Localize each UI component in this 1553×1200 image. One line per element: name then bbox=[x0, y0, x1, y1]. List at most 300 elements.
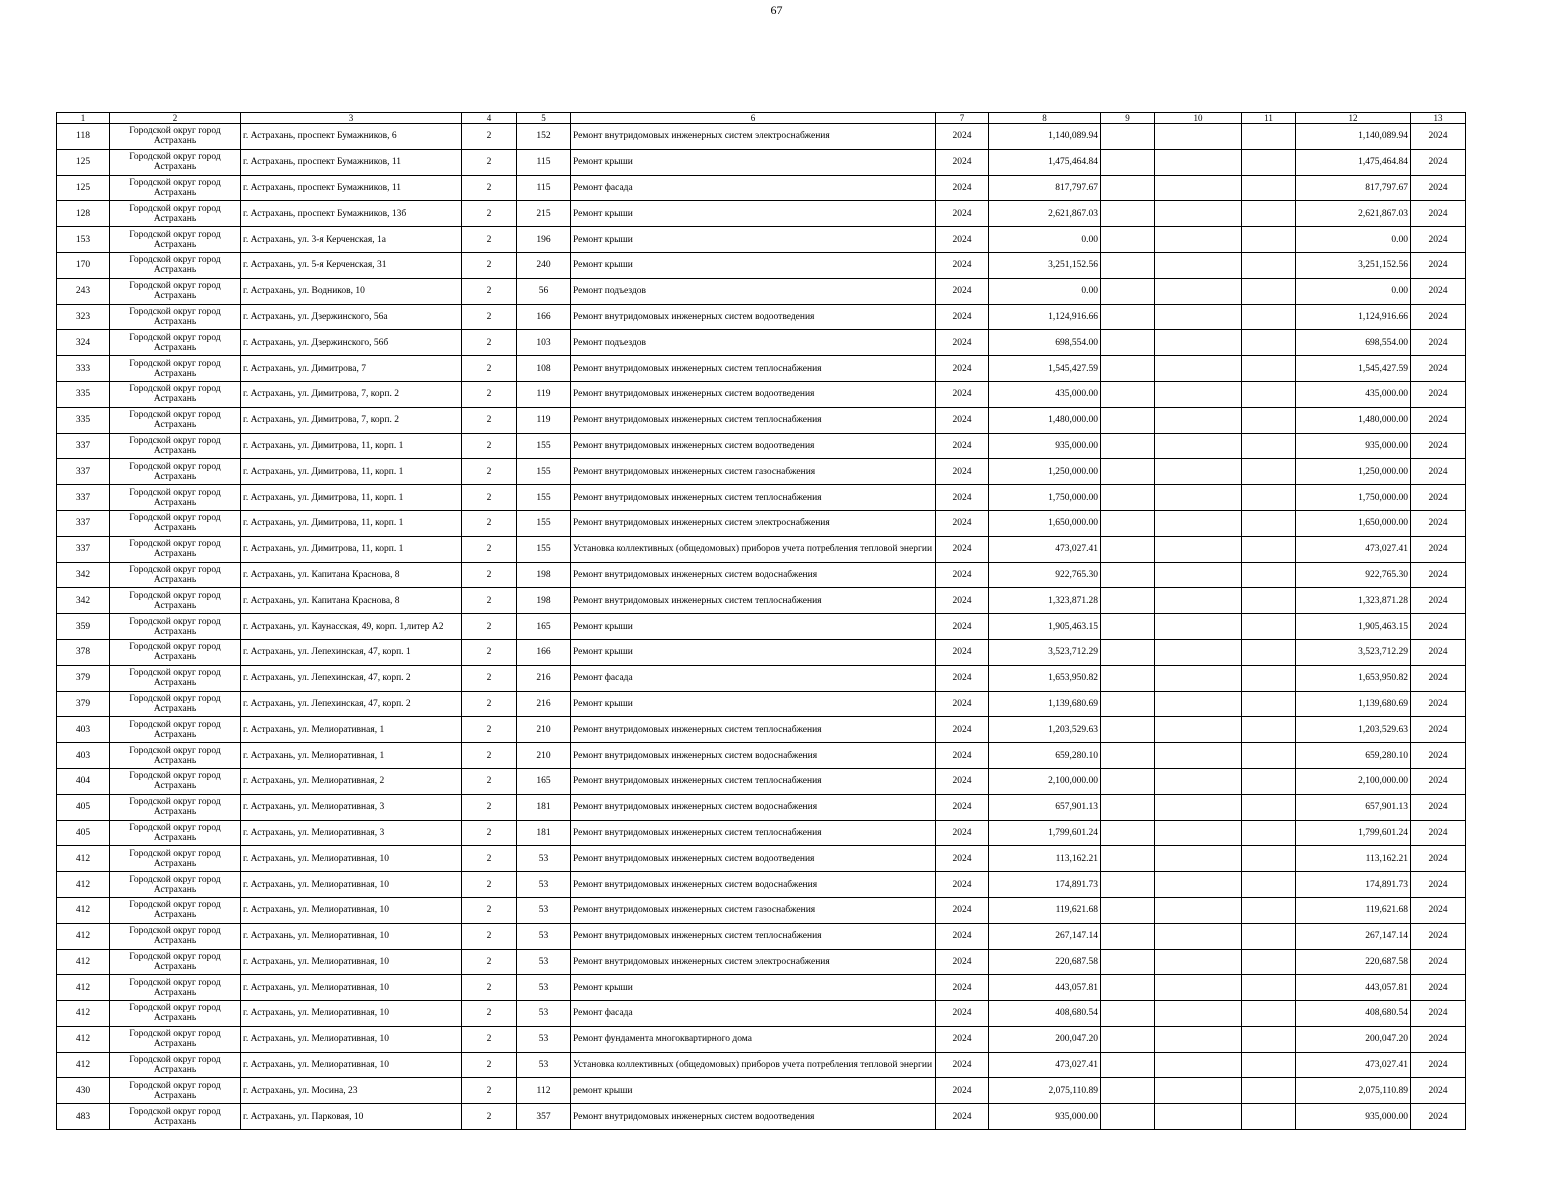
col5-cell: 215 bbox=[517, 201, 571, 227]
col10-cell bbox=[1155, 820, 1242, 846]
col5-cell: 357 bbox=[517, 1104, 571, 1130]
col10-cell bbox=[1155, 614, 1242, 640]
table-row bbox=[57, 510, 1466, 536]
end-year-cell: 2024 bbox=[1411, 665, 1466, 691]
work-type-cell: Ремонт внутридомовых инженерных систем водоотведения bbox=[571, 304, 936, 330]
col11-cell bbox=[1242, 743, 1296, 769]
cost-cell: 1,140,089.94 bbox=[989, 124, 1101, 150]
address-cell: г. Астрахань, ул. Парковая, 10 bbox=[241, 1104, 462, 1130]
address-cell: г. Астрахань, ул. Лепехинская, 47, корп. 2 bbox=[241, 665, 462, 691]
table-row bbox=[57, 1052, 1466, 1078]
row-number-cell: 405 bbox=[57, 820, 110, 846]
col5-cell: 115 bbox=[517, 175, 571, 201]
table-row bbox=[57, 485, 1466, 511]
total-cost-cell: 1,124,916.66 bbox=[1296, 304, 1411, 330]
table-row bbox=[57, 201, 1466, 227]
col4-cell: 2 bbox=[462, 381, 517, 407]
work-type-cell: Ремонт крыши bbox=[571, 227, 936, 253]
work-type-cell: Ремонт фундамента многоквартирного дома bbox=[571, 1026, 936, 1052]
end-year-cell: 2024 bbox=[1411, 639, 1466, 665]
end-year-cell: 2024 bbox=[1411, 304, 1466, 330]
year-cell: 2024 bbox=[936, 252, 989, 278]
address-cell: г. Астрахань, ул. Капитана Краснова, 8 bbox=[241, 588, 462, 614]
table-row bbox=[57, 124, 1466, 150]
end-year-cell: 2024 bbox=[1411, 381, 1466, 407]
end-year-cell: 2024 bbox=[1411, 717, 1466, 743]
row-number-cell: 403 bbox=[57, 717, 110, 743]
col11-cell bbox=[1242, 175, 1296, 201]
year-cell: 2024 bbox=[936, 1052, 989, 1078]
year-cell: 2024 bbox=[936, 820, 989, 846]
end-year-cell: 2024 bbox=[1411, 1026, 1466, 1052]
col9-cell bbox=[1101, 356, 1155, 382]
municipality-cell: Городской округ город Астрахань bbox=[110, 820, 241, 846]
col10-cell bbox=[1155, 743, 1242, 769]
year-cell: 2024 bbox=[936, 459, 989, 485]
total-cost-cell: 3,523,712.29 bbox=[1296, 639, 1411, 665]
col11-cell bbox=[1242, 227, 1296, 253]
work-type-cell: Ремонт внутридомовых инженерных систем водоснабжения bbox=[571, 562, 936, 588]
address-cell: г. Астрахань, ул. Мелиоративная, 3 bbox=[241, 820, 462, 846]
col4-cell: 2 bbox=[462, 562, 517, 588]
col5-cell: 166 bbox=[517, 304, 571, 330]
col4-cell: 2 bbox=[462, 304, 517, 330]
work-type-cell: Ремонт внутридомовых инженерных систем водоснабжения bbox=[571, 872, 936, 898]
year-cell: 2024 bbox=[936, 433, 989, 459]
col11-cell bbox=[1242, 1078, 1296, 1104]
end-year-cell: 2024 bbox=[1411, 923, 1466, 949]
work-type-cell: Ремонт внутридомовых инженерных систем теплоснабжения bbox=[571, 407, 936, 433]
col4-cell: 2 bbox=[462, 356, 517, 382]
col9-cell bbox=[1101, 665, 1155, 691]
cost-cell: 2,621,867.03 bbox=[989, 201, 1101, 227]
address-cell: г. Астрахань, ул. Лепехинская, 47, корп. 2 bbox=[241, 691, 462, 717]
col11-cell bbox=[1242, 794, 1296, 820]
municipality-cell: Городской округ город Астрахань bbox=[110, 485, 241, 511]
table-row bbox=[57, 846, 1466, 872]
col9-cell bbox=[1101, 820, 1155, 846]
col11-cell bbox=[1242, 536, 1296, 562]
end-year-cell: 2024 bbox=[1411, 614, 1466, 640]
col5-cell: 181 bbox=[517, 794, 571, 820]
col10-cell bbox=[1155, 485, 1242, 511]
municipality-cell: Городской округ город Астрахань bbox=[110, 768, 241, 794]
work-type-cell: Установка коллективных (общедомовых) приборов учета потребления тепловой энергии bbox=[571, 536, 936, 562]
col11-cell bbox=[1242, 510, 1296, 536]
table-row bbox=[57, 897, 1466, 923]
col5-cell: 53 bbox=[517, 897, 571, 923]
col9-cell bbox=[1101, 433, 1155, 459]
column-number: 1 bbox=[57, 113, 110, 124]
col10-cell bbox=[1155, 1078, 1242, 1104]
cost-cell: 1,480,000.00 bbox=[989, 407, 1101, 433]
total-cost-cell: 443,057.81 bbox=[1296, 975, 1411, 1001]
cost-cell: 113,162.21 bbox=[989, 846, 1101, 872]
cost-cell: 1,545,427.59 bbox=[989, 356, 1101, 382]
end-year-cell: 2024 bbox=[1411, 124, 1466, 150]
year-cell: 2024 bbox=[936, 768, 989, 794]
total-cost-cell: 1,750,000.00 bbox=[1296, 485, 1411, 511]
end-year-cell: 2024 bbox=[1411, 949, 1466, 975]
col11-cell bbox=[1242, 923, 1296, 949]
col10-cell bbox=[1155, 717, 1242, 743]
year-cell: 2024 bbox=[936, 665, 989, 691]
column-number: 6 bbox=[571, 113, 936, 124]
col11-cell bbox=[1242, 665, 1296, 691]
col9-cell bbox=[1101, 897, 1155, 923]
table-row bbox=[57, 1104, 1466, 1130]
col9-cell bbox=[1101, 175, 1155, 201]
row-number-cell: 405 bbox=[57, 794, 110, 820]
col10-cell bbox=[1155, 588, 1242, 614]
column-number: 4 bbox=[462, 113, 517, 124]
table-row bbox=[57, 227, 1466, 253]
work-type-cell: Ремонт внутридомовых инженерных систем теплоснабжения bbox=[571, 588, 936, 614]
cost-cell: 473,027.41 bbox=[989, 1052, 1101, 1078]
table-row bbox=[57, 459, 1466, 485]
col5-cell: 53 bbox=[517, 872, 571, 898]
col9-cell bbox=[1101, 691, 1155, 717]
col9-cell bbox=[1101, 768, 1155, 794]
col4-cell: 2 bbox=[462, 330, 517, 356]
table-row bbox=[57, 149, 1466, 175]
municipality-cell: Городской округ город Астрахань bbox=[110, 872, 241, 898]
col9-cell bbox=[1101, 639, 1155, 665]
cost-cell: 2,100,000.00 bbox=[989, 768, 1101, 794]
col10-cell bbox=[1155, 510, 1242, 536]
work-type-cell: Ремонт внутридомовых инженерных систем теплоснабжения bbox=[571, 923, 936, 949]
col4-cell: 2 bbox=[462, 433, 517, 459]
end-year-cell: 2024 bbox=[1411, 459, 1466, 485]
table-row bbox=[57, 588, 1466, 614]
cost-cell: 1,650,000.00 bbox=[989, 510, 1101, 536]
municipality-cell: Городской округ город Астрахань bbox=[110, 975, 241, 1001]
col9-cell bbox=[1101, 459, 1155, 485]
col4-cell: 2 bbox=[462, 665, 517, 691]
col4-cell: 2 bbox=[462, 175, 517, 201]
col5-cell: 53 bbox=[517, 923, 571, 949]
total-cost-cell: 1,480,000.00 bbox=[1296, 407, 1411, 433]
address-cell: г. Астрахань, ул. Димитрова, 11, корп. 1 bbox=[241, 536, 462, 562]
municipality-cell: Городской округ город Астрахань bbox=[110, 691, 241, 717]
col9-cell bbox=[1101, 381, 1155, 407]
col4-cell: 2 bbox=[462, 1104, 517, 1130]
year-cell: 2024 bbox=[936, 614, 989, 640]
col4-cell: 2 bbox=[462, 510, 517, 536]
col5-cell: 210 bbox=[517, 743, 571, 769]
row-number-cell: 378 bbox=[57, 639, 110, 665]
end-year-cell: 2024 bbox=[1411, 330, 1466, 356]
cost-cell: 817,797.67 bbox=[989, 175, 1101, 201]
col4-cell: 2 bbox=[462, 614, 517, 640]
col11-cell bbox=[1242, 897, 1296, 923]
col11-cell bbox=[1242, 639, 1296, 665]
col10-cell bbox=[1155, 1001, 1242, 1027]
row-number-cell: 335 bbox=[57, 381, 110, 407]
municipality-cell: Городской округ город Астрахань bbox=[110, 433, 241, 459]
col9-cell bbox=[1101, 588, 1155, 614]
municipality-cell: Городской округ город Астрахань bbox=[110, 639, 241, 665]
work-type-cell: Ремонт внутридомовых инженерных систем водоотведения bbox=[571, 433, 936, 459]
column-number: 12 bbox=[1296, 113, 1411, 124]
cost-cell: 935,000.00 bbox=[989, 433, 1101, 459]
work-type-cell: Ремонт фасада bbox=[571, 175, 936, 201]
column-number: 8 bbox=[989, 113, 1101, 124]
cost-cell: 659,280.10 bbox=[989, 743, 1101, 769]
col10-cell bbox=[1155, 356, 1242, 382]
col5-cell: 165 bbox=[517, 768, 571, 794]
end-year-cell: 2024 bbox=[1411, 872, 1466, 898]
col5-cell: 166 bbox=[517, 639, 571, 665]
col11-cell bbox=[1242, 201, 1296, 227]
address-cell: г. Астрахань, ул. Лепехинская, 47, корп. 1 bbox=[241, 639, 462, 665]
table-row bbox=[57, 639, 1466, 665]
row-number-cell: 335 bbox=[57, 407, 110, 433]
col4-cell: 2 bbox=[462, 743, 517, 769]
row-number-cell: 483 bbox=[57, 1104, 110, 1130]
year-cell: 2024 bbox=[936, 175, 989, 201]
col11-cell bbox=[1242, 872, 1296, 898]
col9-cell bbox=[1101, 949, 1155, 975]
end-year-cell: 2024 bbox=[1411, 201, 1466, 227]
total-cost-cell: 2,621,867.03 bbox=[1296, 201, 1411, 227]
municipality-cell: Городской округ город Астрахань bbox=[110, 304, 241, 330]
col4-cell: 2 bbox=[462, 717, 517, 743]
col10-cell bbox=[1155, 459, 1242, 485]
year-cell: 2024 bbox=[936, 639, 989, 665]
col9-cell bbox=[1101, 304, 1155, 330]
work-type-cell: ремонт крыши bbox=[571, 1078, 936, 1104]
col11-cell bbox=[1242, 975, 1296, 1001]
year-cell: 2024 bbox=[936, 717, 989, 743]
address-cell: г. Астрахань, ул. Димитрова, 11, корп. 1 bbox=[241, 485, 462, 511]
col5-cell: 216 bbox=[517, 691, 571, 717]
table-row bbox=[57, 304, 1466, 330]
work-type-cell: Ремонт крыши bbox=[571, 201, 936, 227]
table-row bbox=[57, 743, 1466, 769]
table-row bbox=[57, 330, 1466, 356]
work-type-cell: Ремонт внутридомовых инженерных систем газоснабжения bbox=[571, 459, 936, 485]
cost-cell: 1,124,916.66 bbox=[989, 304, 1101, 330]
end-year-cell: 2024 bbox=[1411, 846, 1466, 872]
end-year-cell: 2024 bbox=[1411, 897, 1466, 923]
cost-cell: 0.00 bbox=[989, 227, 1101, 253]
end-year-cell: 2024 bbox=[1411, 588, 1466, 614]
cost-cell: 220,687.58 bbox=[989, 949, 1101, 975]
address-cell: г. Астрахань, ул. Димитрова, 7 bbox=[241, 356, 462, 382]
col4-cell: 2 bbox=[462, 923, 517, 949]
col10-cell bbox=[1155, 124, 1242, 150]
col5-cell: 181 bbox=[517, 820, 571, 846]
end-year-cell: 2024 bbox=[1411, 433, 1466, 459]
col9-cell bbox=[1101, 1026, 1155, 1052]
row-number-cell: 403 bbox=[57, 743, 110, 769]
col11-cell bbox=[1242, 846, 1296, 872]
total-cost-cell: 174,891.73 bbox=[1296, 872, 1411, 898]
year-cell: 2024 bbox=[936, 1026, 989, 1052]
col9-cell bbox=[1101, 975, 1155, 1001]
end-year-cell: 2024 bbox=[1411, 278, 1466, 304]
table-row bbox=[57, 614, 1466, 640]
year-cell: 2024 bbox=[936, 743, 989, 769]
municipality-cell: Городской округ город Астрахань bbox=[110, 923, 241, 949]
year-cell: 2024 bbox=[936, 330, 989, 356]
col10-cell bbox=[1155, 278, 1242, 304]
end-year-cell: 2024 bbox=[1411, 820, 1466, 846]
row-number-cell: 337 bbox=[57, 536, 110, 562]
col4-cell: 2 bbox=[462, 949, 517, 975]
work-type-cell: Ремонт крыши bbox=[571, 975, 936, 1001]
col4-cell: 2 bbox=[462, 459, 517, 485]
table-row bbox=[57, 562, 1466, 588]
address-cell: г. Астрахань, ул. Мелиоративная, 10 bbox=[241, 923, 462, 949]
municipality-cell: Городской округ город Астрахань bbox=[110, 1104, 241, 1130]
col4-cell: 2 bbox=[462, 227, 517, 253]
col11-cell bbox=[1242, 149, 1296, 175]
year-cell: 2024 bbox=[936, 588, 989, 614]
cost-cell: 1,653,950.82 bbox=[989, 665, 1101, 691]
total-cost-cell: 2,075,110.89 bbox=[1296, 1078, 1411, 1104]
row-number-cell: 412 bbox=[57, 1026, 110, 1052]
municipality-cell: Городской округ город Астрахань bbox=[110, 949, 241, 975]
year-cell: 2024 bbox=[936, 510, 989, 536]
col4-cell: 2 bbox=[462, 536, 517, 562]
work-type-cell: Ремонт крыши bbox=[571, 149, 936, 175]
col10-cell bbox=[1155, 897, 1242, 923]
col4-cell: 2 bbox=[462, 639, 517, 665]
table-row bbox=[57, 794, 1466, 820]
column-number: 7 bbox=[936, 113, 989, 124]
cost-cell: 922,765.30 bbox=[989, 562, 1101, 588]
col10-cell bbox=[1155, 227, 1242, 253]
col11-cell bbox=[1242, 1052, 1296, 1078]
municipality-cell: Городской округ город Астрахань bbox=[110, 846, 241, 872]
col9-cell bbox=[1101, 330, 1155, 356]
work-type-cell: Ремонт подъездов bbox=[571, 330, 936, 356]
address-cell: г. Астрахань, ул. Мелиоративная, 10 bbox=[241, 897, 462, 923]
col11-cell bbox=[1242, 1104, 1296, 1130]
row-number-cell: 412 bbox=[57, 846, 110, 872]
table-row bbox=[57, 949, 1466, 975]
col5-cell: 112 bbox=[517, 1078, 571, 1104]
municipality-cell: Городской округ город Астрахань bbox=[110, 794, 241, 820]
col11-cell bbox=[1242, 949, 1296, 975]
address-cell: г. Астрахань, ул. Мелиоративная, 3 bbox=[241, 794, 462, 820]
municipality-cell: Городской округ город Астрахань bbox=[110, 149, 241, 175]
col10-cell bbox=[1155, 536, 1242, 562]
col11-cell bbox=[1242, 1026, 1296, 1052]
col9-cell bbox=[1101, 1001, 1155, 1027]
col4-cell: 2 bbox=[462, 485, 517, 511]
address-cell: г. Астрахань, проспект Бумажников, 11 bbox=[241, 175, 462, 201]
year-cell: 2024 bbox=[936, 201, 989, 227]
total-cost-cell: 659,280.10 bbox=[1296, 743, 1411, 769]
address-cell: г. Астрахань, ул. Капитана Краснова, 8 bbox=[241, 562, 462, 588]
cost-cell: 1,750,000.00 bbox=[989, 485, 1101, 511]
end-year-cell: 2024 bbox=[1411, 1052, 1466, 1078]
total-cost-cell: 3,251,152.56 bbox=[1296, 252, 1411, 278]
table-row bbox=[57, 923, 1466, 949]
table-row bbox=[57, 536, 1466, 562]
cost-cell: 698,554.00 bbox=[989, 330, 1101, 356]
column-number: 10 bbox=[1155, 113, 1242, 124]
col5-cell: 155 bbox=[517, 536, 571, 562]
cost-cell: 119,621.68 bbox=[989, 897, 1101, 923]
column-number: 5 bbox=[517, 113, 571, 124]
work-type-cell: Ремонт фасада bbox=[571, 1001, 936, 1027]
year-cell: 2024 bbox=[936, 562, 989, 588]
col10-cell bbox=[1155, 433, 1242, 459]
table-row bbox=[57, 768, 1466, 794]
total-cost-cell: 1,650,000.00 bbox=[1296, 510, 1411, 536]
row-number-cell: 412 bbox=[57, 949, 110, 975]
work-type-cell: Ремонт крыши bbox=[571, 639, 936, 665]
col9-cell bbox=[1101, 278, 1155, 304]
total-cost-cell: 119,621.68 bbox=[1296, 897, 1411, 923]
col4-cell: 2 bbox=[462, 794, 517, 820]
col11-cell bbox=[1242, 459, 1296, 485]
total-cost-cell: 0.00 bbox=[1296, 278, 1411, 304]
table-row bbox=[57, 407, 1466, 433]
col4-cell: 2 bbox=[462, 149, 517, 175]
table-row bbox=[57, 1026, 1466, 1052]
row-number-cell: 412 bbox=[57, 1001, 110, 1027]
col10-cell bbox=[1155, 330, 1242, 356]
end-year-cell: 2024 bbox=[1411, 794, 1466, 820]
address-cell: г. Астрахань, ул. Мелиоративная, 10 bbox=[241, 949, 462, 975]
work-type-cell: Ремонт внутридомовых инженерных систем водоотведения bbox=[571, 1104, 936, 1130]
col9-cell bbox=[1101, 227, 1155, 253]
row-number-cell: 323 bbox=[57, 304, 110, 330]
cost-cell: 443,057.81 bbox=[989, 975, 1101, 1001]
municipality-cell: Городской округ город Астрахань bbox=[110, 510, 241, 536]
col5-cell: 216 bbox=[517, 665, 571, 691]
column-number: 9 bbox=[1101, 113, 1155, 124]
col11-cell bbox=[1242, 614, 1296, 640]
col5-cell: 56 bbox=[517, 278, 571, 304]
end-year-cell: 2024 bbox=[1411, 562, 1466, 588]
cost-cell: 1,475,464.84 bbox=[989, 149, 1101, 175]
row-number-cell: 337 bbox=[57, 433, 110, 459]
col5-cell: 53 bbox=[517, 846, 571, 872]
col11-cell bbox=[1242, 252, 1296, 278]
col9-cell bbox=[1101, 743, 1155, 769]
table-row bbox=[57, 665, 1466, 691]
col4-cell: 2 bbox=[462, 201, 517, 227]
municipality-cell: Городской округ город Астрахань bbox=[110, 381, 241, 407]
col10-cell bbox=[1155, 1052, 1242, 1078]
municipality-cell: Городской округ город Астрахань bbox=[110, 407, 241, 433]
col10-cell bbox=[1155, 768, 1242, 794]
work-type-cell: Ремонт внутридомовых инженерных систем электроснабжения bbox=[571, 949, 936, 975]
col5-cell: 108 bbox=[517, 356, 571, 382]
row-number-cell: 128 bbox=[57, 201, 110, 227]
col10-cell bbox=[1155, 949, 1242, 975]
row-number-cell: 379 bbox=[57, 691, 110, 717]
col9-cell bbox=[1101, 846, 1155, 872]
total-cost-cell: 408,680.54 bbox=[1296, 1001, 1411, 1027]
col9-cell bbox=[1101, 562, 1155, 588]
col10-cell bbox=[1155, 175, 1242, 201]
end-year-cell: 2024 bbox=[1411, 407, 1466, 433]
address-cell: г. Астрахань, ул. Мелиоративная, 2 bbox=[241, 768, 462, 794]
municipality-cell: Городской округ город Астрахань bbox=[110, 743, 241, 769]
year-cell: 2024 bbox=[936, 691, 989, 717]
address-cell: г. Астрахань, ул. Мелиоративная, 10 bbox=[241, 1052, 462, 1078]
row-number-cell: 125 bbox=[57, 175, 110, 201]
col4-cell: 2 bbox=[462, 407, 517, 433]
total-cost-cell: 473,027.41 bbox=[1296, 536, 1411, 562]
